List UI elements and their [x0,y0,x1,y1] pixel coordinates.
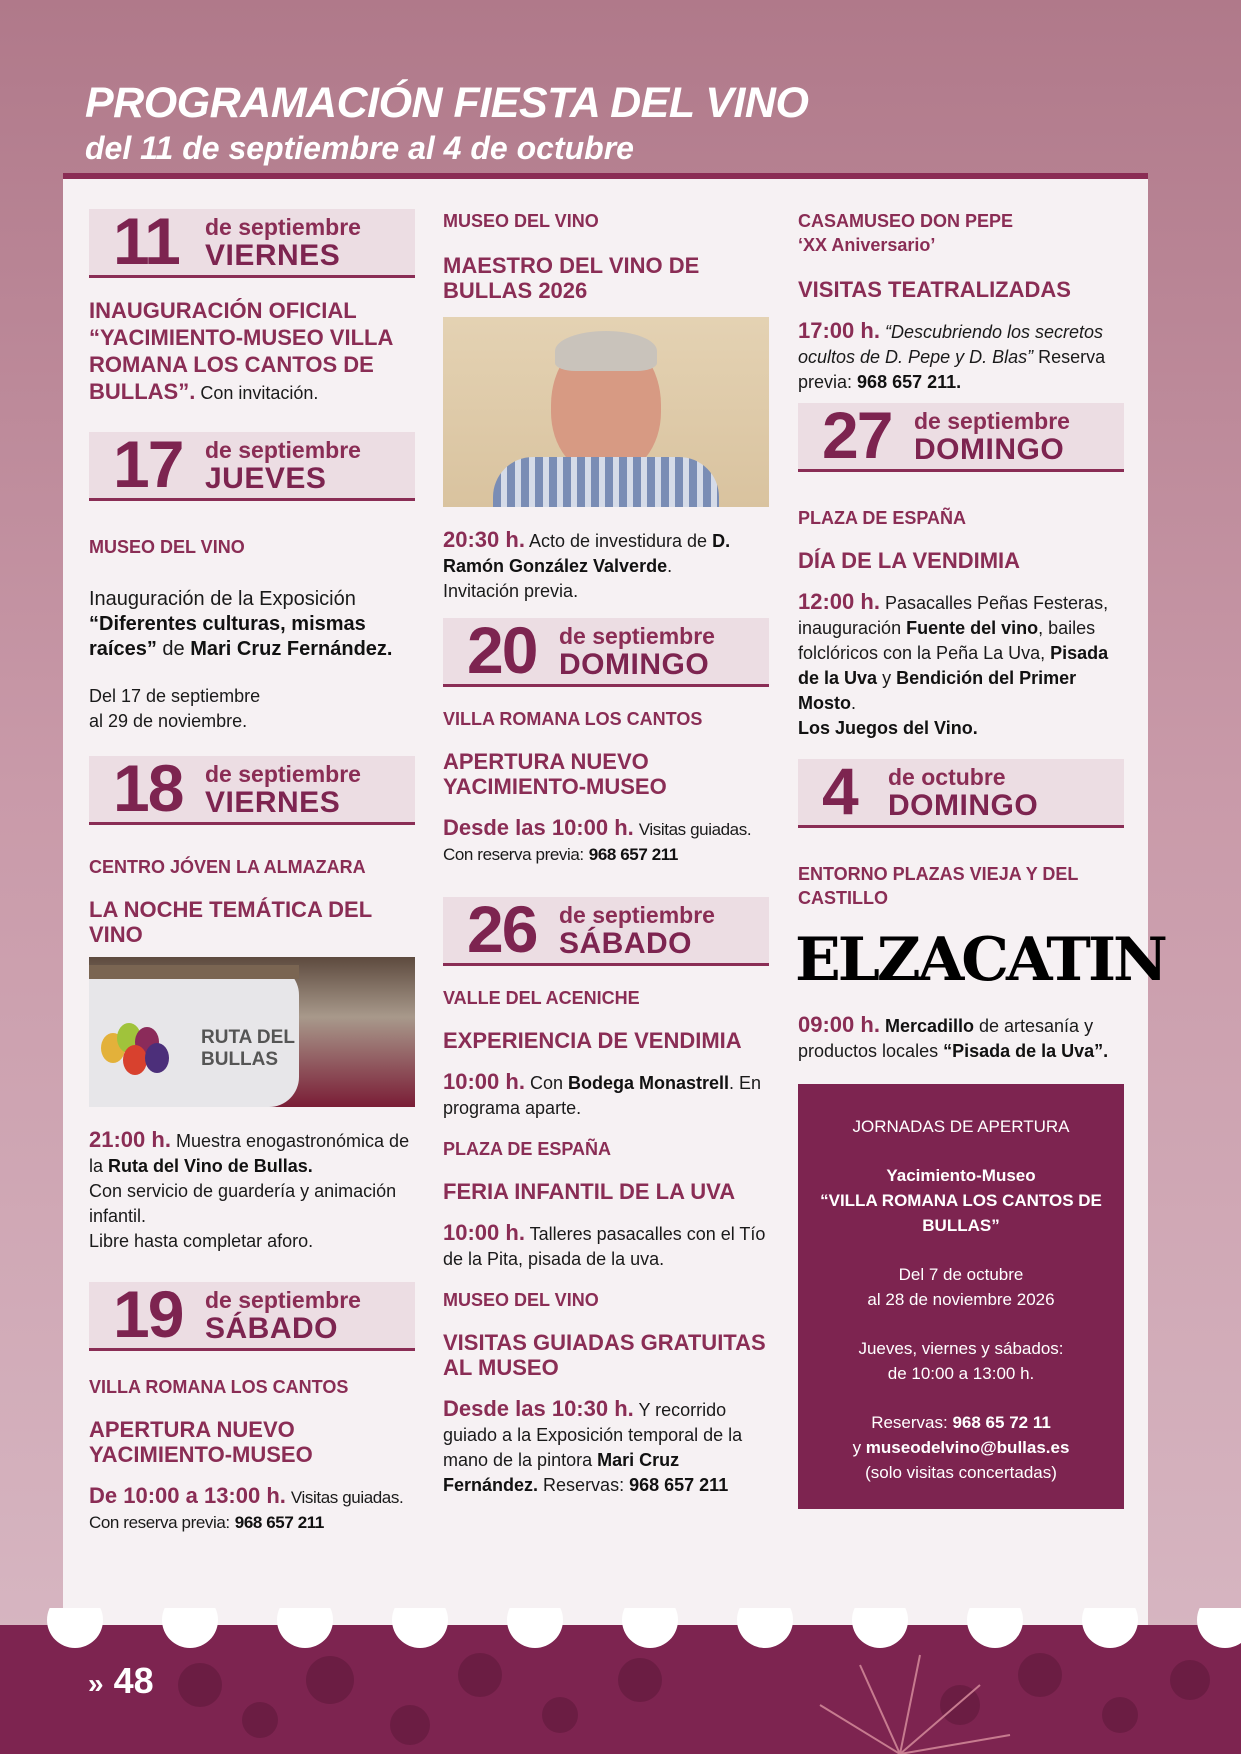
event-venue: MUSEO DEL VINO [89,537,245,557]
date-box-18 [89,751,415,825]
phone-number: 968 657 211 [629,1475,729,1495]
date-number: 18 [113,751,183,825]
event-time: 10:00 h. [443,1220,525,1245]
text: Ruta del Vino de Bullas. [108,1156,313,1176]
date-number: 17 [113,427,183,501]
event-description [443,1069,769,1121]
event-description [89,587,415,662]
column-1 [89,204,415,1551]
event-title: FERIA INFANTIL DE LA UVA [443,1179,736,1204]
artist-name: Mari Cruz Fernández. [443,1450,680,1495]
date-month: de septiembre [205,761,361,787]
date-number: 27 [822,398,892,472]
barrel-band [89,965,299,979]
event-venue: PLAZA DE ESPAÑA [798,508,967,528]
text: “Pisada de la Uva”. [943,1041,1109,1061]
play-title: “Descubriendo los secretos ocultos de D. Pepe y D. Blas” [798,322,1104,367]
date-number: 26 [467,892,537,966]
date-weekday: DOMINGO [559,648,710,681]
event-venue: MUSEO DEL VINO [443,1290,599,1310]
phone-number: 968 65 72 11 [952,1413,1051,1432]
event-venue: ENTORNO PLAZAS VIEJA Y DEL CASTILLO [798,864,1079,908]
text: Con [529,1073,563,1093]
date-box-19 [89,1277,415,1351]
page-number-value: 48 [113,1660,154,1701]
program-panel [63,173,1165,1659]
text: . [667,556,673,576]
date-weekday: VIERNES [205,786,341,819]
text: Del 17 de septiembre [89,686,261,706]
date-box-17 [89,427,415,501]
event-title: MAESTRO DEL VINO DE BULLAS 2026 [443,253,700,303]
date-weekday: SÁBADO [559,927,693,960]
footer-dots [178,1653,1210,1745]
date-box-4 [798,754,1124,828]
column-2 [443,209,769,1514]
event-time: De 10:00 a 13:00 h. [89,1483,286,1508]
event-title: VISITAS GUIADAS GRATUITAS AL MUSEO [443,1330,766,1380]
date-box-26 [443,892,769,966]
text: Los Juegos del Vino. [798,718,978,738]
text: Fuente del vino [906,618,1039,638]
text: BULLAS [201,1049,279,1070]
page-subtitle: del 11 de septiembre al 4 de octubre [85,130,634,166]
event-note: Con invitación. [200,383,319,403]
text: al 28 de noviembre 2026 [867,1290,1055,1309]
text: Pasacalles Peñas Festeras, inauguración [798,593,1109,638]
text: Y recorrido guiado a la Exposición temporal de la mano de la pintora [443,1400,743,1470]
text: Bendición del Primer Mosto [798,668,1077,713]
text: y [852,1438,862,1457]
page-title: PROGRAMACIÓN FIESTA DEL VINO [85,79,809,127]
date-month: de septiembre [914,408,1070,434]
portrait-shirt [493,457,719,507]
event-title: APERTURA NUEVO YACIMIENTO-MUSEO [443,749,667,799]
text: de artesanía y productos locales [798,1016,1094,1061]
event-title: EXPERIENCIA DE VENDIMIA [443,1028,742,1053]
event-title: DÍA DE LA VENDIMIA [798,548,1021,573]
phone-number: 968 657 211 [588,845,678,864]
event-venue [798,209,1124,257]
date-weekday: DOMINGO [914,433,1065,466]
date-number: 11 [113,204,179,278]
phone-number: 968 657 211. [857,372,962,392]
text: . En programa aparte. [443,1073,762,1118]
event-time: 21:00 h. [89,1127,171,1152]
event-description [89,1483,415,1535]
event-time: Desde las 10:00 h. [443,815,634,840]
event-description [89,1127,415,1254]
text: Reservas: [871,1413,948,1432]
text: de 10:00 a 13:00 h. [887,1364,1035,1383]
opening-days-box [798,1084,1124,1509]
text: Yacimiento-Museo [886,1166,1036,1185]
event-description [443,1220,769,1272]
text: Reserva previa: [798,347,1106,392]
text: RUTA DEL [201,1027,295,1048]
el-zacatin-logo: ELZACATIN [795,925,1165,995]
wine-route-logo-icon [101,1027,171,1067]
date-weekday: JUEVES [205,462,327,495]
portrait-photo [443,317,769,507]
date-weekday: VIERNES [205,239,341,272]
page-header [85,78,808,168]
date-month: de septiembre [205,437,361,463]
text: CASAMUSEO DON PEPE [798,211,1014,231]
date-number: 4 [822,754,857,828]
event-description [798,589,1124,741]
event-time: 12:00 h. [798,589,880,614]
event-description [443,815,769,867]
text: y [882,668,892,688]
text: , bailes folclóricos con la Peña La Uva, [798,618,1096,663]
infobox-museum [816,1163,1106,1238]
date-number: 20 [467,613,537,687]
text: Mercadillo [884,1016,974,1036]
text: de [162,638,185,660]
event-time: 20:30 h. [443,527,525,552]
artist-name: Mari Cruz Fernández. [190,638,393,660]
infobox-dates [816,1262,1106,1312]
text: Libre hasta completar aforo. [89,1231,314,1251]
event-title: VISITAS TEATRALIZADAS [798,277,1071,302]
footer-scallop-edge [0,1608,1241,1648]
column-3 [795,209,1165,1509]
text: al 29 de noviembre. [89,711,248,731]
event-venue: CENTRO JÓVEN LA ALMAZARA [89,857,366,877]
event-title: LA NOCHE TEMÁTICA DEL VINO [89,897,372,947]
date-number: 19 [113,1277,183,1351]
date-month: de octubre [888,764,1006,790]
date-weekday: SÁBADO [205,1312,339,1345]
text: “VILLA ROMANA LOS CANTOS DE BULLAS” [820,1191,1102,1235]
text: Del 7 de octubre [898,1265,1024,1284]
event-description [443,527,769,604]
date-month: de septiembre [205,1287,361,1313]
event-dates [89,684,415,734]
email-address: museodelvino@bullas.es [865,1438,1070,1457]
event-title: INAUGURACIÓN OFICIAL “YACIMIENTO-MUSEO VILLA ROMANA LOS CANTOS DE BULLAS”. [89,298,393,404]
text: Inauguración de la Exposición [89,588,356,610]
text: Reservas: [543,1475,625,1495]
event-title: APERTURA NUEVO YACIMIENTO-MUSEO [89,1417,313,1467]
text: Muestra enogastronómica de la [89,1131,410,1176]
date-box-11 [89,204,415,278]
event-description [443,1396,769,1498]
event-venue: VALLE DEL ACENICHE [443,988,640,1008]
event-time: 10:00 h. [443,1069,525,1094]
event-venue: VILLA ROMANA LOS CANTOS [443,709,703,729]
raquo-arrow-icon: » [88,1668,104,1699]
text: Talleres pasacalles con el Tío de la Pita, pisada de la uva. [443,1224,766,1269]
text: Con servicio de guardería y animación infantil. [89,1181,397,1226]
exhibition-title: “Diferentes culturas, mismas raíces” [89,613,366,660]
event-description [798,1012,1124,1064]
infobox-schedule [816,1336,1106,1386]
infobox-heading: JORNADAS DE APERTURA [852,1117,1070,1136]
footer-burst [820,1655,1010,1754]
text: Jueves, viernes y sábados: [858,1339,1064,1358]
text: Pisada de la Uva [798,643,1109,688]
text: Visitas guiadas. Con reserva previa: [89,1488,404,1532]
winery-name: Bodega Monastrell [568,1073,730,1093]
portrait-hair [555,331,657,371]
date-box-27 [798,398,1124,472]
date-weekday: DOMINGO [888,789,1039,822]
event-venue: PLAZA DE ESPAÑA [443,1139,612,1159]
photo-text [201,1027,295,1071]
text: Visitas guiadas. Con reserva previa: [443,820,752,864]
phone-number: 968 657 211 [234,1513,324,1532]
event-time: 17:00 h. [798,318,880,343]
event-time: Desde las 10:30 h. [443,1396,634,1421]
wine-route-photo [89,957,415,1107]
page-number [88,1660,154,1702]
text: ‘XX Aniversario’ [798,235,936,255]
date-month: de septiembre [559,623,715,649]
text: (solo visitas concertadas) [865,1463,1057,1482]
text: Invitación previa. [443,581,579,601]
event-time: 09:00 h. [798,1012,880,1037]
event-venue: MUSEO DEL VINO [443,211,599,231]
text: Acto de investidura de [528,531,708,551]
event-venue: VILLA ROMANA LOS CANTOS [89,1377,349,1397]
text: . [851,693,857,713]
date-box-20 [443,613,769,687]
date-month: de septiembre [205,214,361,240]
person-name: D. Ramón González Valverde [443,531,731,576]
event-inauguracion [89,298,415,406]
date-month: de septiembre [559,902,715,928]
infobox-contact [816,1410,1106,1485]
event-description [798,318,1124,395]
